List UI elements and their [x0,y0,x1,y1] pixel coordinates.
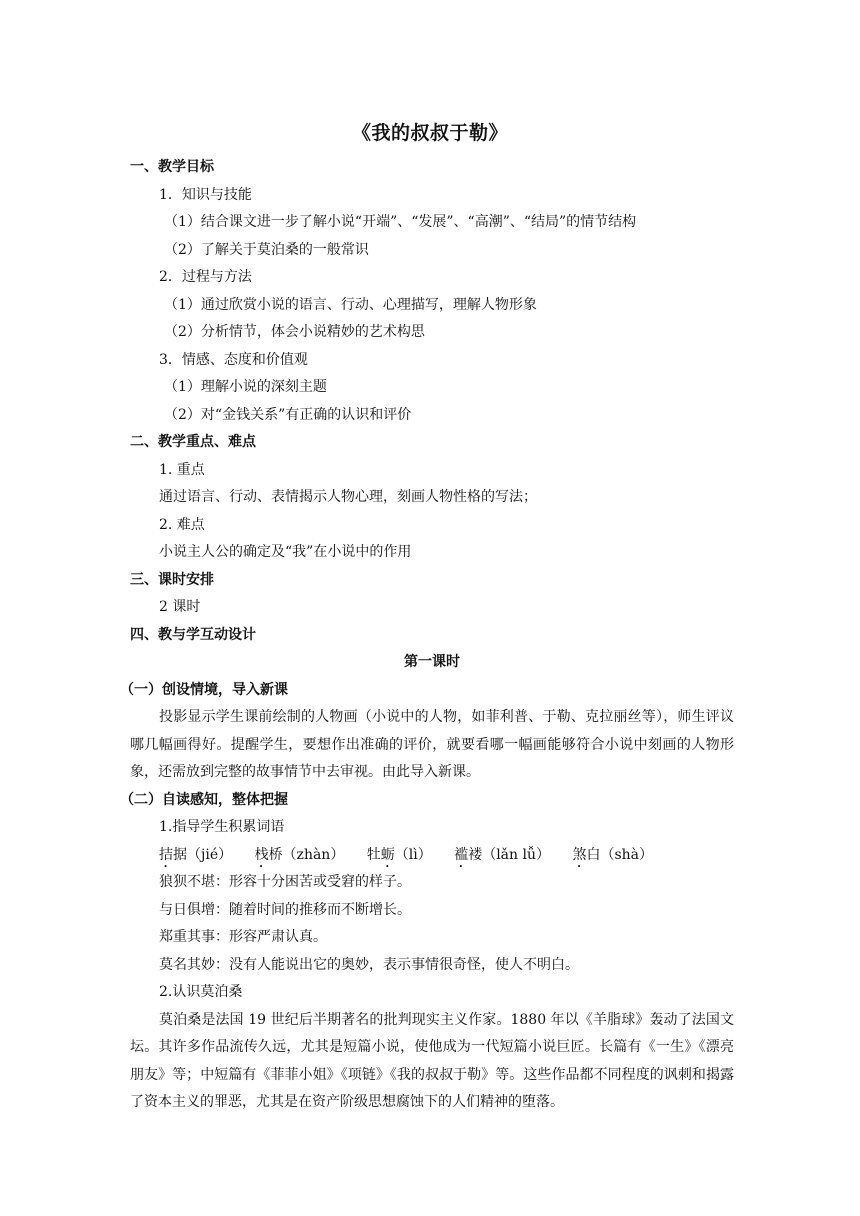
difficulty-heading: 2. 难点 [159,516,205,533]
section-heading-design: 四、教与学互动设计 [130,626,256,643]
intro-paragraph: 投影显示学生课前绘制的人物画（小说中的人物，如菲利普、于勒、克拉丽丝等），师生评议哪几幅画得好。提醒学生，要想作出准确的评价，就要看哪一幅画能够符合小说中刻画的人物形象，还需放到完整的故事情节中去审视。由此导入新课。 [130,709,734,780]
idiom-definition: 与日俱增：随着时间的推移而不断增长。 [159,901,411,918]
document-title: 《我的叔叔于勒》 [351,122,508,144]
vocabulary-list [130,842,734,870]
idiom-definition: 莫名其妙：没有人能说出它的奥妙，表示事情很奇怪，使人不明白。 [159,956,579,973]
vocab-word: 栈桥（zhàn） [254,846,345,863]
vocab-word: 煞白（shà） [572,846,654,863]
goal-heading-process: 2．过程与方法 [159,269,252,285]
difficulty-text: 小说主人公的确定及“我”在小说中的作用 [159,544,412,560]
part-heading-intro: （一）创设情境，导入新课 [120,681,288,698]
goal-item: （1）通过欣赏小说的语言、行动、心理描写，理解人物形象 [164,296,537,313]
goal-item: （1）结合课文进一步了解小说“开端”、“发展”、“高潮”、“结局”的情节结构 [164,214,637,230]
section-heading-schedule: 三、课时安排 [130,571,214,588]
idiom-definition: 郑重其事：形容严肃认真。 [159,929,327,945]
step-author: 2.认识莫泊桑 [159,984,243,1000]
lesson-heading: 第一课时 [404,654,460,670]
author-bio-paragraph: 莫泊桑是法国 19 世纪后半期著名的批判现实主义作家。1880 年以《羊脂球》轰动了法国文坛。其许多作品流传久远，尤其是短篇小说，使他成为一代短篇小说巨匠。长篇有《一生》《漂亮朋友》等；中短篇有《菲菲小姐》《项链》《我的叔叔于勒》等。这些作品都不同程度的讽刺和揭露了资本主义的罪恶，尤其是在资产阶级思想腐蚀下的人们精神的堕落。 [130,1011,734,1110]
goal-heading-values: 3．情感、态度和价值观 [159,351,308,368]
part-heading-reading: （二）自读感知，整体把握 [120,791,288,808]
goal-heading-knowledge: 1．知识与技能 [159,186,252,203]
goal-item: （2）分析情节，体会小说精妙的艺术构思 [164,324,425,340]
vocab-word: 牡蛎（lì） [366,846,432,863]
step-vocabulary: 1.指导学生积累词语 [159,819,285,835]
idiom-definition: 狼狈不堪：形容十分困苦或受窘的样子。 [159,874,411,890]
goal-item: （1）理解小说的深刻主题 [164,379,327,395]
focus-text: 通过语言、行动、表情揭示人物心理，刻画人物性格的写法； [159,489,537,505]
focus-heading: 1. 重点 [159,461,205,478]
vocab-word: 褴褛（lǎn lǚ） [454,846,550,863]
goal-item: （2）了解关于莫泊桑的一般常识 [164,241,369,258]
goal-item: （2）对“金钱关系”有正确的认识和评价 [164,406,412,423]
section-heading-focus: 二、教学重点、难点 [130,434,256,450]
document-body [120,154,734,1117]
schedule-text: 2 课时 [159,599,201,615]
section-heading-objectives: 一、教学目标 [130,159,214,175]
vocab-word: 拮据（jié） [159,846,233,863]
